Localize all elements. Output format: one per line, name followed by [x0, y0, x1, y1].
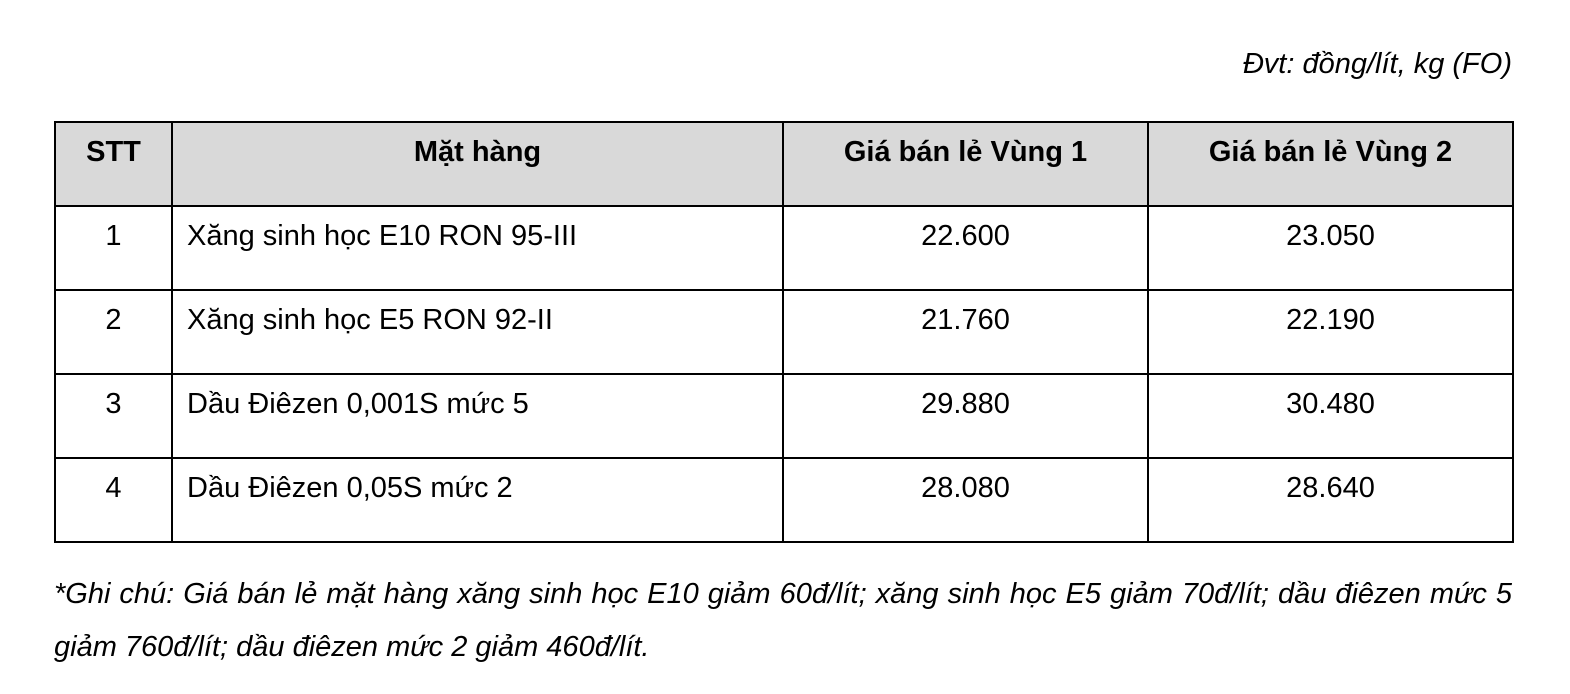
cell-item: Xăng sinh học E5 RON 92-II [172, 290, 783, 374]
cell-region-2-price: 23.050 [1148, 206, 1513, 290]
table-row [55, 458, 1513, 542]
cell-region-1-price: 29.880 [783, 374, 1148, 458]
cell-stt: 3 [55, 374, 172, 458]
table-row [55, 206, 1513, 290]
cell-region-2-price: 30.480 [1148, 374, 1513, 458]
cell-item: Dầu Điêzen 0,001S mức 5 [172, 374, 783, 458]
price-table [54, 121, 1514, 543]
unit-note: Đvt: đồng/lít, kg (FO) [1242, 48, 1512, 80]
cell-region-1-price: 21.760 [783, 290, 1148, 374]
header-item: Mặt hàng [172, 122, 783, 206]
cell-item: Dầu Điêzen 0,05S mức 2 [172, 458, 783, 542]
cell-stt: 2 [55, 290, 172, 374]
cell-stt: 1 [55, 206, 172, 290]
table-header-row [55, 122, 1513, 206]
cell-region-1-price: 28.080 [783, 458, 1148, 542]
cell-region-1-price: 22.600 [783, 206, 1148, 290]
header-stt: STT [55, 122, 172, 206]
cell-region-2-price: 28.640 [1148, 458, 1513, 542]
table-row [55, 374, 1513, 458]
header-region-1: Giá bán lẻ Vùng 1 [783, 122, 1148, 206]
cell-stt: 4 [55, 458, 172, 542]
footnote: *Ghi chú: Giá bán lẻ mặt hàng xăng sinh học E10 giảm 60đ/lít; xăng sinh học E5 giảm 70đ/lít; dầu điêzen mức 5 giảm 760đ/lít; dầu điêzen mức 2 giảm 460đ/lít. [54, 578, 1512, 663]
table-row [55, 290, 1513, 374]
header-region-2: Giá bán lẻ Vùng 2 [1148, 122, 1513, 206]
cell-region-2-price: 22.190 [1148, 290, 1513, 374]
cell-item: Xăng sinh học E10 RON 95-III [172, 206, 783, 290]
